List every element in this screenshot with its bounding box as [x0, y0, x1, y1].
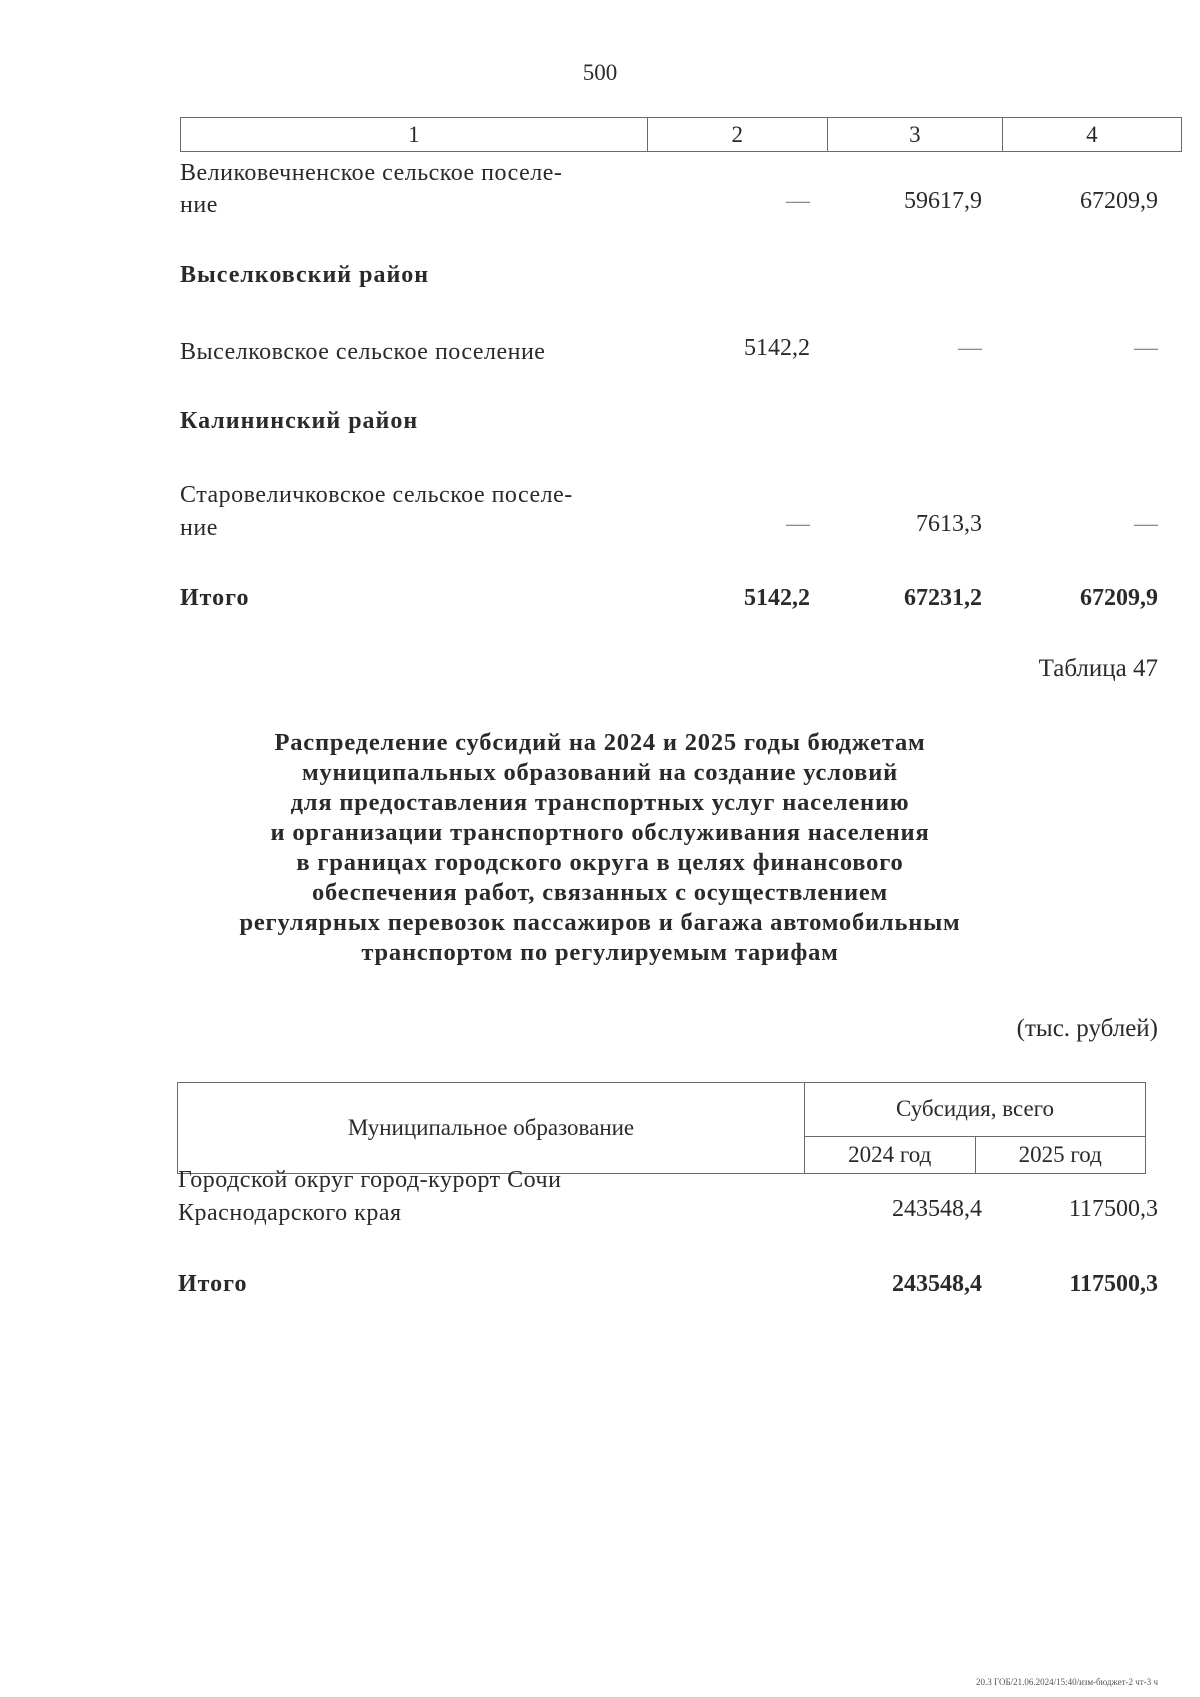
row-value-col2: 5142,2 — [744, 335, 810, 361]
row-value-col4: — — [1134, 335, 1158, 361]
row-name-line1: Городской округ город-курорт Сочи — [178, 1167, 562, 1193]
header-subsidy-total: Субсидия, всего — [805, 1083, 1146, 1137]
header-municipality: Муниципальное образование — [178, 1083, 805, 1174]
row-value-2024: 243548,4 — [892, 1196, 982, 1222]
heading-line: для предоставления транспортных услуг населению — [290, 789, 910, 816]
header-year-2024: 2024 год — [805, 1136, 975, 1173]
district-heading: Калининский район — [180, 408, 419, 434]
row-name-line2: Краснодарского края — [178, 1200, 402, 1226]
heading-line: транспортом по регулируемым тарифам — [361, 939, 839, 966]
heading-line: в границах городского округа в целях финансового — [296, 849, 904, 876]
column-header-3: 3 — [827, 118, 1002, 152]
row-name-line2: ние — [180, 192, 218, 218]
page-number: 500 — [582, 60, 618, 85]
total-value-col4: 67209,9 — [1080, 585, 1158, 611]
column-header-4: 4 — [1002, 118, 1181, 152]
row-name-line1: Выселковское сельское поселение — [180, 339, 546, 365]
heading-line: муниципальных образований на создание условий — [301, 759, 899, 786]
total-value-col3: 67231,2 — [904, 585, 982, 611]
row-value-col3: — — [958, 335, 982, 361]
row-value-col3: 7613,3 — [916, 511, 982, 537]
total-label: Итого — [180, 585, 250, 611]
heading-line: регулярных перевозок пассажиров и багажа автомобильным — [239, 909, 961, 936]
row-name-line1: Старовеличковское сельское поселе- — [180, 482, 573, 508]
table-47-header — [177, 1082, 1146, 1174]
units-label: (тыс. рублей) — [1016, 1015, 1158, 1042]
row-value-col3: 59617,9 — [904, 188, 982, 214]
column-header-1: 1 — [181, 118, 648, 152]
total-value-col2: 5142,2 — [744, 585, 810, 611]
heading-line: Распределение субсидий на 2024 и 2025 годы бюджетам — [274, 729, 926, 756]
heading-line: обеспечения работ, связанных с осуществлением — [311, 879, 889, 906]
row-value-col4: — — [1134, 511, 1158, 537]
header-year-2025: 2025 год — [975, 1136, 1146, 1173]
row-value-2025: 117500,3 — [1068, 1196, 1158, 1222]
row-value-col2: — — [786, 511, 810, 537]
row-value-col4: 67209,9 — [1080, 188, 1158, 214]
total-label: Итого — [178, 1271, 248, 1297]
district-heading: Выселковский район — [180, 262, 430, 288]
heading-line: и организации транспортного обслуживания населения — [270, 819, 930, 846]
row-name-line1: Великовечненское сельское поселе- — [180, 160, 563, 186]
footer-code: 20.3 ГОБ/21.06.2024/15:40/изм-бюджет-2 чт-3 ч — [975, 1677, 1158, 1687]
table-caption: Таблица 47 — [1038, 655, 1158, 682]
total-value-2025: 117500,3 — [1069, 1271, 1158, 1297]
table-heading — [0, 728, 1200, 968]
total-value-2024: 243548,4 — [892, 1271, 982, 1297]
table-continuation-header — [180, 117, 1182, 152]
row-name-line2: ние — [180, 515, 218, 541]
column-header-2: 2 — [647, 118, 827, 152]
row-value-col2: — — [786, 188, 810, 214]
